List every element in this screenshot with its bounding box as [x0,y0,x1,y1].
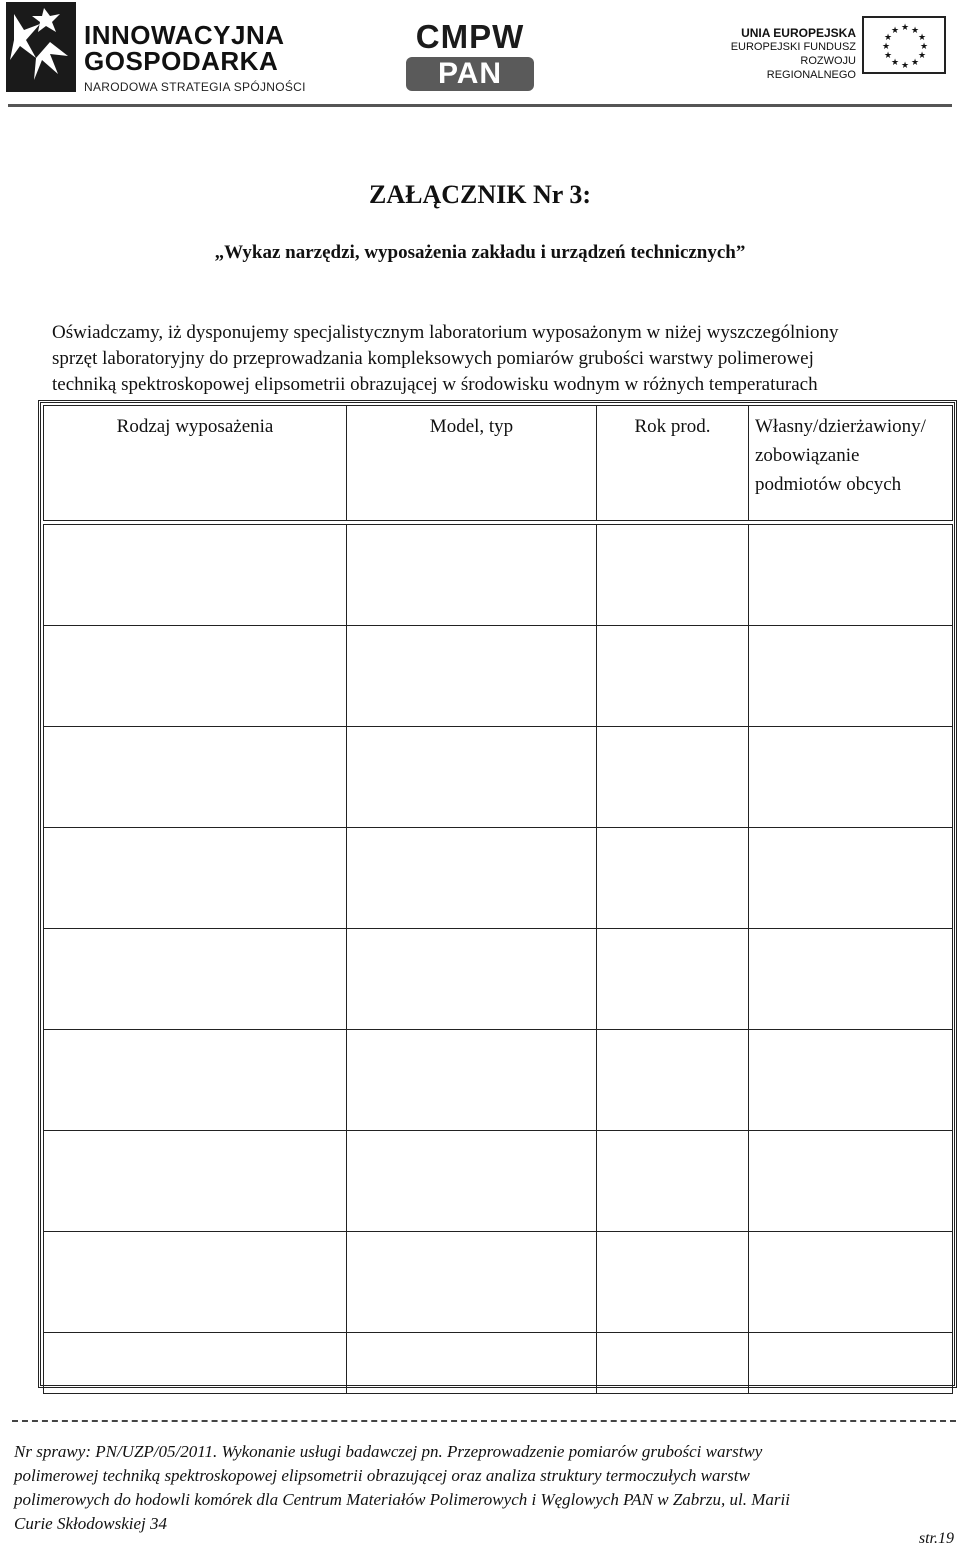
table-cell[interactable] [597,626,749,727]
table-cell[interactable] [44,828,347,929]
ig-line1: INNOWACYJNA [84,20,285,50]
table-cell[interactable] [749,626,953,727]
table-row [44,929,953,1030]
table-cell[interactable] [44,929,347,1030]
table-cell[interactable] [44,626,347,727]
table-cell[interactable] [597,1030,749,1131]
footer-line: Nr sprawy: PN/UZP/05/2011. Wykonanie usługi badawczej pn. Przeprowadzenie pomiarów grubości warstwy [14,1442,763,1461]
page-subtitle: „Wykaz narzędzi, wyposażenia zakładu i urządzeń technicznych” [214,242,746,263]
table-row [44,525,953,626]
svg-text:★: ★ [882,42,891,52]
footer-note [14,1440,954,1536]
table-cell[interactable] [749,525,953,626]
eu-line1: UNIA EUROPEJSKA [741,26,856,40]
table-header-row [44,406,953,521]
table-row [44,1232,953,1333]
eu-line2: EUROPEJSKI FUNDUSZ [730,41,856,53]
page-number: str.19 [918,1530,954,1547]
svg-text:★: ★ [918,33,927,43]
header-ownership-line3: podmiotów obcych [755,474,902,495]
table-cell[interactable] [347,626,597,727]
table-cell[interactable] [44,1232,347,1333]
table-cell[interactable] [749,1030,953,1131]
cmpw-pan-logo [404,20,536,92]
footer-line: polimerowej techniką spektroskopowej elipsometrii obrazującej oraz analiza struktury termoczułych warstw [14,1466,750,1485]
footer-line: Curie Skłodowskiej 34 [14,1514,167,1533]
ig-line2: GOSPODARKA [84,46,279,76]
ig-emblem-icon [6,2,76,92]
header-divider [8,104,952,107]
innowacyjna-gospodarka-logo [6,2,306,94]
table-cell[interactable] [597,525,749,626]
table-cell[interactable] [347,929,597,1030]
table-cell[interactable] [597,1232,749,1333]
table-cell[interactable] [44,1131,347,1232]
eu-line3: ROZWOJU REGIONALNEGO [766,55,856,81]
table-cell[interactable] [597,828,749,929]
table-cell[interactable] [347,828,597,929]
table-cell[interactable] [749,828,953,929]
eu-stars-icon [864,18,944,72]
equipment-table-grid [43,405,953,1394]
svg-text:★: ★ [891,58,900,68]
table-row [44,1030,953,1131]
svg-text:★: ★ [911,26,920,36]
table-cell[interactable] [347,1030,597,1131]
table-cell[interactable] [44,727,347,828]
table-cell[interactable] [749,1232,953,1333]
header-production-year: Rok prod. [597,406,749,521]
table-cell[interactable] [347,1232,597,1333]
table-cell[interactable] [597,727,749,828]
svg-text:★: ★ [901,61,910,71]
table-cell[interactable] [347,727,597,828]
table-row [44,1131,953,1232]
header-ownership [749,406,953,521]
table-cell[interactable] [347,525,597,626]
footer-line: polimerowych do hodowli komórek dla Centrum Materiałów Polimerowych i Węglowych PAN w Zabrzu, ul. Marii [14,1490,790,1509]
table-row [44,727,953,828]
table-cell[interactable] [597,929,749,1030]
eu-logo-text [710,26,856,82]
intro-line: Oświadczamy, iż dysponujemy specjalistycznym laboratorium wyposażonym w niżej wyszczególniony [52,322,839,343]
svg-text:★: ★ [920,42,929,52]
svg-text:★: ★ [901,23,910,33]
header-equipment-type: Rodzaj wyposażenia [44,406,347,521]
cmpw-logo-bottom: PAN [406,57,534,91]
equipment-table [38,400,957,1388]
svg-text:★: ★ [884,33,893,43]
table-cell[interactable] [749,727,953,828]
table-cell[interactable] [749,1131,953,1232]
svg-text:★: ★ [918,51,927,61]
table-cell[interactable] [597,1333,749,1394]
svg-text:★: ★ [891,26,900,36]
ig-line3: NARODOWA STRATEGIA SPÓJNOŚCI [84,80,306,94]
table-cell[interactable] [749,1333,953,1394]
header-ownership-line1: Własny/dzierżawiony/ [755,416,926,437]
table-cell[interactable] [347,1333,597,1394]
table-cell[interactable] [597,1131,749,1232]
svg-text:★: ★ [911,58,920,68]
intro-line: techniką spektroskopowej elipsometrii obrazującej w środowisku wodnym w różnych temperaturach [52,374,818,395]
svg-text:★: ★ [884,51,893,61]
table-row [44,1333,953,1394]
table-cell[interactable] [44,1030,347,1131]
table-row [44,626,953,727]
cmpw-logo-top: CMPW [415,18,525,55]
header-ownership-line2: zobowiązanie [755,445,860,466]
eu-flag-icon [862,16,946,74]
table-cell[interactable] [347,1131,597,1232]
intro-paragraph [52,320,932,398]
table-row [44,828,953,929]
intro-line: sprzęt laboratoryjny do przeprowadzania kompleksowych pomiarów grubości warstwy polimerowej [52,348,814,369]
header-model-type: Model, typ [347,406,597,521]
table-cell[interactable] [44,1333,347,1394]
footer-divider [12,1420,956,1422]
page-title: ZAŁĄCZNIK Nr 3: [369,180,591,209]
table-cell[interactable] [749,929,953,1030]
table-cell[interactable] [44,525,347,626]
